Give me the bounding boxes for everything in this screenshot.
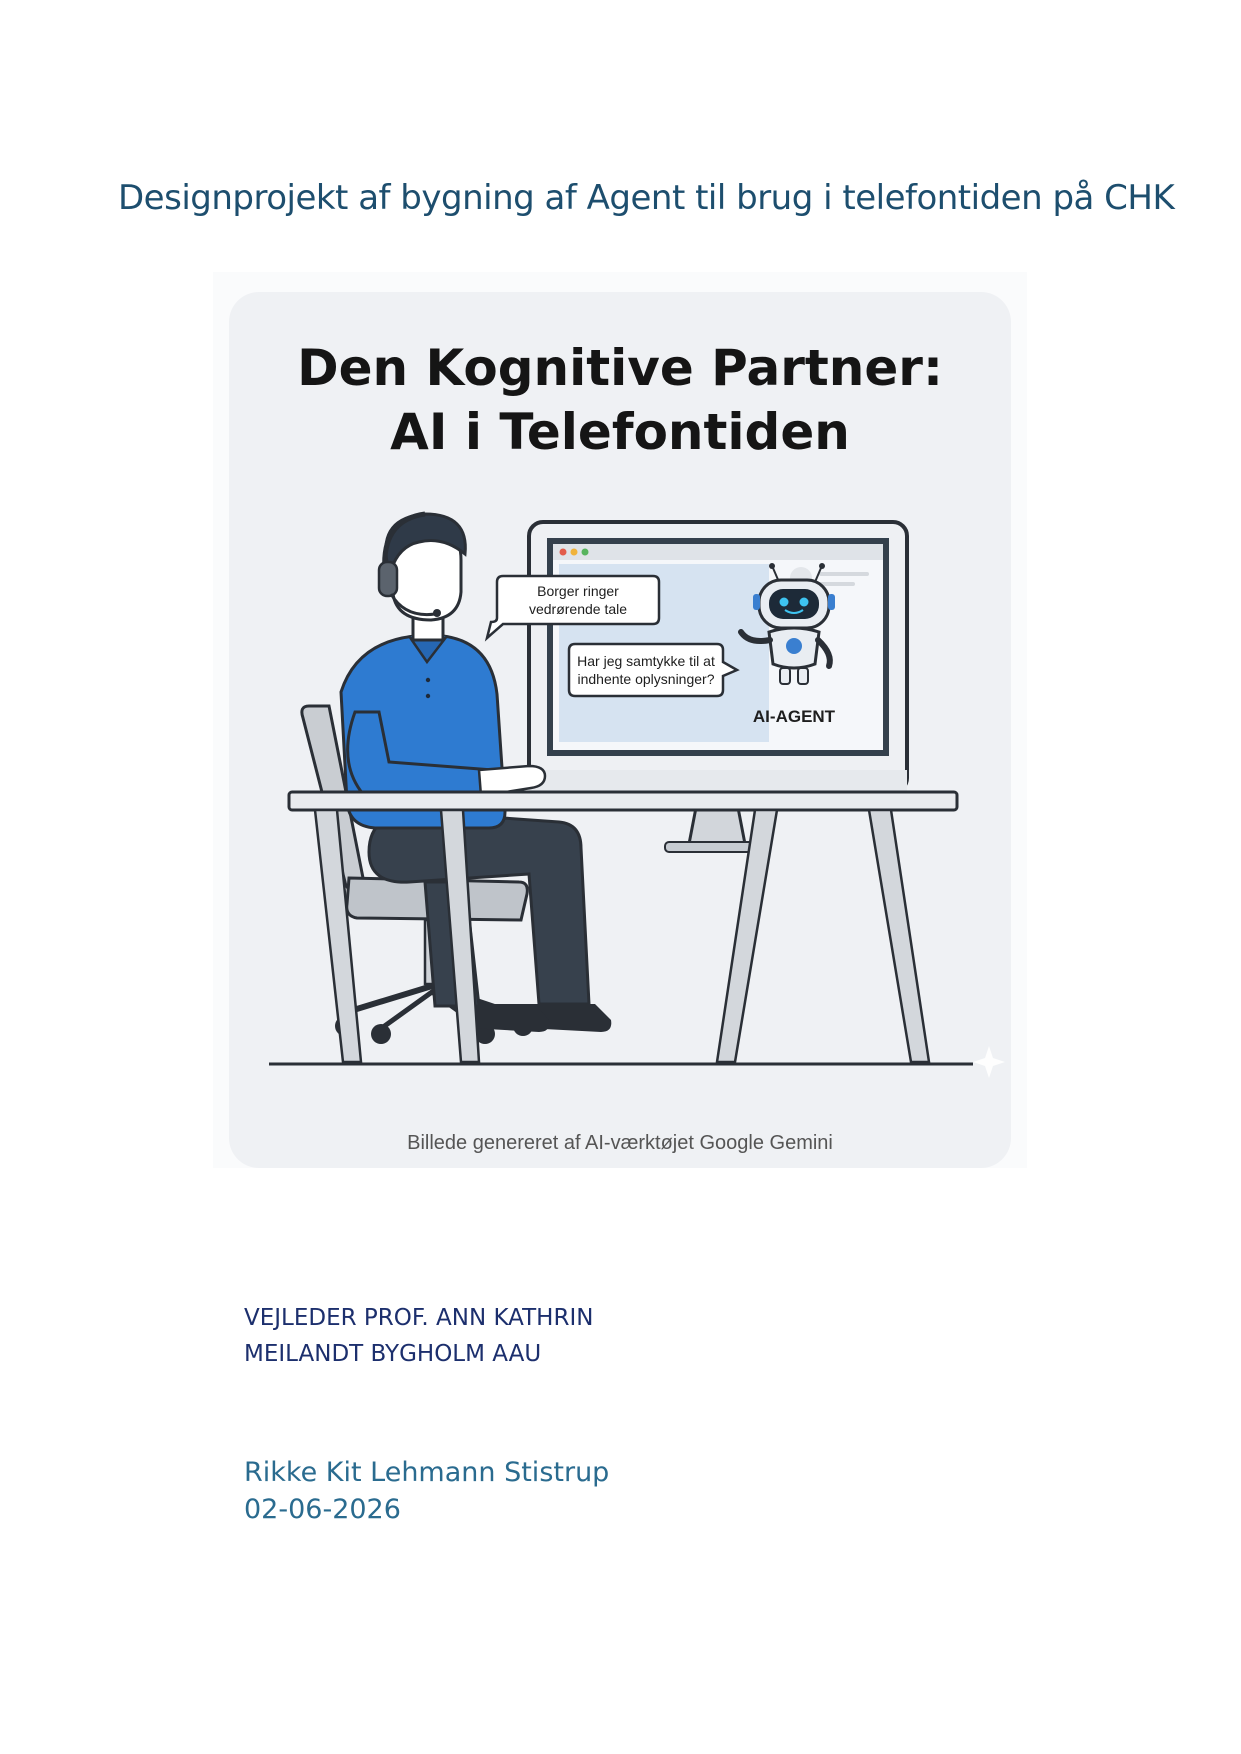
illustration-panel [229,292,1011,1168]
bubble-agent-line2: indhente oplysninger? [577,671,715,687]
illustration-title-line1: Den Kognitive Partner: [297,339,943,397]
illustration-title-line2: AI i Telefontiden [390,403,850,461]
bubble-agent-line1: Har jeg samtykke til at [577,653,715,669]
bubble-citizen-line1: Borger ringer [537,583,619,599]
author-block [244,1454,609,1528]
document-title: Designprojekt af bygning af Agent til brug i telefontiden på CHK [118,178,1175,218]
agent-label: AI-AGENT [752,707,836,726]
office-scene-drawing [229,292,1011,1168]
illustration-caption: Billede genereret af AI-værktøjet Google Gemini [407,1132,833,1154]
document-date: 02-06-2026 [244,1494,401,1525]
supervisor-line2: MEILANDT BYGHOLM AAU [244,1341,542,1367]
bubble-citizen-line2: vedrørende tale [528,601,628,617]
supervisor-block [244,1300,593,1372]
supervisor-line1: VEJLEDER PROF. ANN KATHRIN [244,1305,594,1331]
sparkle-icon [973,1046,1005,1078]
cover-illustration [213,272,1027,1168]
speech-bubble-agent [569,644,737,696]
author-name: Rikke Kit Lehmann Stistrup [244,1457,610,1488]
